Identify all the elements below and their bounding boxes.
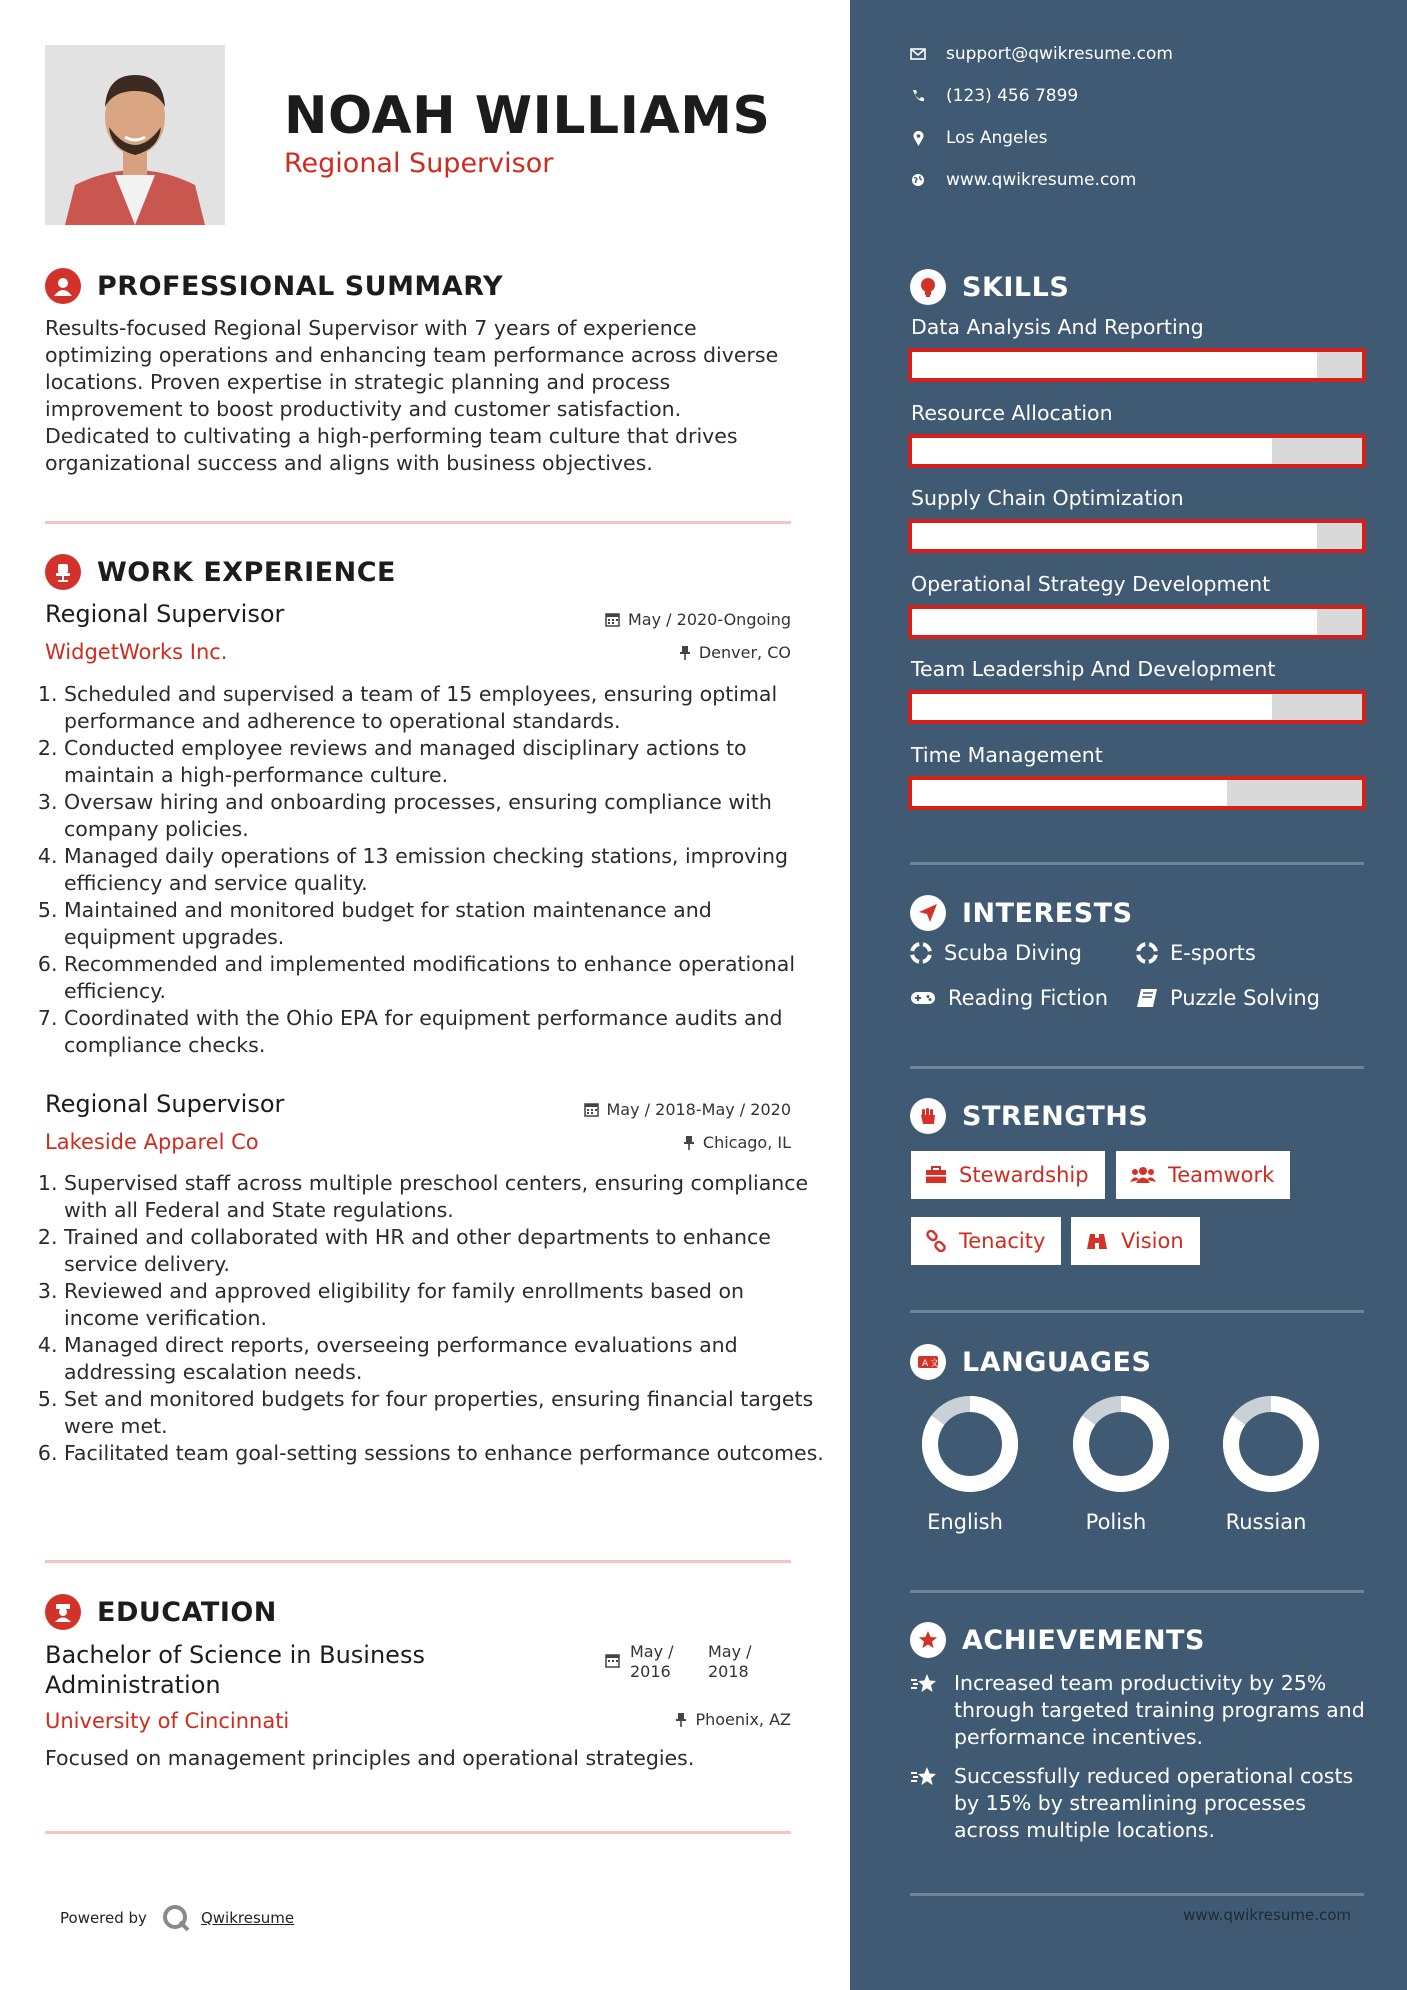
duty-item: 2. Conducted employee reviews and managed disciplinary actions to maintain a high-performance culture.: [64, 735, 824, 789]
phone-icon: [911, 89, 925, 103]
education-school: University of Cincinnati: [45, 1709, 290, 1733]
user-icon: [45, 268, 81, 304]
binoculars-icon: [1085, 1231, 1109, 1251]
strength-label: Teamwork: [1168, 1163, 1275, 1187]
calendar-icon: [605, 1653, 620, 1668]
profile-photo: [45, 45, 225, 225]
interest-item: [1136, 986, 1320, 1010]
paper-plane-icon: [910, 895, 946, 931]
job-date: [605, 610, 791, 629]
education-date-end: May / 2018: [708, 1642, 752, 1681]
achievements-header: [910, 1622, 1205, 1658]
summary-text: Results-focused Regional Supervisor with 7 years of experience optimizing operations and enhancing team performance across diverse locations. Proven expertise in strategic planning and process improvement to boost productivity and customer satisfaction. Dedicated to cultivating a high-performing team culture that drives organizational success and aligns with business objectives.: [45, 316, 779, 475]
strength-chip: [1071, 1217, 1200, 1265]
skill-level-fill: [912, 780, 1227, 806]
skills-header: [910, 269, 1069, 305]
strength-chip: [911, 1151, 1105, 1199]
skill-level-bar: [908, 776, 1366, 810]
duty-item: 6. Facilitated team goal-setting sessions to enhance performance outcomes.: [64, 1440, 824, 1467]
skill-level-bar: [908, 605, 1366, 639]
chair-icon: [45, 554, 81, 590]
book-icon: [1136, 988, 1158, 1008]
duty-item: 3. Oversaw hiring and onboarding processes, ensuring compliance with company policies.: [64, 789, 824, 843]
svg-text:文: 文: [930, 1359, 939, 1369]
link-icon: [925, 1230, 947, 1252]
candidate-name: NOAH WILLIAMS: [284, 86, 771, 146]
strength-chip: [911, 1217, 1061, 1265]
job-company: WidgetWorks Inc.: [45, 640, 228, 664]
pin-icon: [679, 645, 691, 660]
users-icon: [1130, 1166, 1156, 1184]
skill-name: Operational Strategy Development: [911, 571, 1271, 596]
skill-name: Supply Chain Optimization: [911, 486, 1184, 510]
powered-by-label: Powered by: [60, 1909, 147, 1927]
language-name: Russian: [1225, 1510, 1307, 1534]
duty-item: 6. Recommended and implemented modifications to enhance operational efficiency.: [64, 951, 824, 1005]
interest-item: [910, 941, 1082, 965]
education-header: [45, 1594, 277, 1630]
gamepad-icon: [910, 990, 936, 1006]
summary-header: [45, 268, 503, 304]
pin-icon: [683, 1135, 695, 1150]
strength-label: Tenacity: [959, 1229, 1046, 1253]
education-title: EDUCATION: [97, 1596, 277, 1628]
strengths-header: [910, 1098, 1148, 1134]
duty-item: 1. Scheduled and supervised a team of 15 employees, ensuring optimal performance and adherence to operational standards.: [64, 681, 824, 735]
achievement-item: [910, 1670, 1370, 1751]
duty-item: 1. Supervised staff across multiple preschool centers, ensuring compliance with all Federal and State regulations.: [64, 1170, 824, 1224]
education-description: Focused on management principles and operational strategies.: [45, 1746, 695, 1770]
svg-text:A: A: [922, 1359, 929, 1369]
interest-label: Puzzle Solving: [1170, 986, 1320, 1010]
education-location-text: Phoenix, AZ: [695, 1710, 791, 1729]
duty-item: 5. Maintained and monitored budget for station maintenance and equipment upgrades.: [64, 897, 824, 951]
divider: [910, 1590, 1364, 1593]
education-location: [675, 1710, 791, 1729]
divider: [45, 1831, 791, 1834]
qwikresume-logo-icon: [161, 1903, 191, 1933]
powered-by: [60, 1903, 294, 1933]
divider: [910, 862, 1364, 865]
skills-title: SKILLS: [962, 271, 1070, 303]
language-name: Polish: [1085, 1510, 1147, 1534]
divider: [910, 1310, 1364, 1313]
achievement-item: [910, 1763, 1370, 1844]
calendar-icon: [584, 1102, 599, 1117]
experience-title: WORK EXPERIENCE: [97, 556, 396, 588]
qwikresume-link[interactable]: Qwikresume: [200, 1909, 295, 1927]
job-date: [584, 1100, 792, 1119]
contact-phone-text: (123) 456 7899: [946, 86, 1079, 106]
achievement-text: Increased team productivity by 25% through targeted training programs and performance incentives.: [954, 1671, 1365, 1749]
skill-name: Resource Allocation: [911, 400, 1113, 425]
interest-label: E-sports: [1170, 941, 1256, 965]
graduate-icon: [45, 1594, 81, 1630]
translate-icon: [910, 1344, 946, 1380]
skill-level-bar: [908, 434, 1366, 468]
job-company: Lakeside Apparel Co: [45, 1130, 259, 1154]
strength-chip: [1116, 1151, 1290, 1199]
job-location-text: Chicago, IL: [702, 1133, 791, 1152]
education-date-start: May / 2016: [630, 1642, 674, 1681]
duty-item: 3. Reviewed and approved eligibility for family enrollments based on income verification.: [64, 1278, 824, 1332]
interests-header: [910, 895, 1133, 931]
skill-name: Team Leadership And Development: [911, 657, 1276, 681]
language-ring: [915, 1394, 1025, 1498]
interests-title: INTERESTS: [962, 897, 1133, 929]
job-date-text: May / 2020-Ongoing: [628, 610, 791, 629]
duty-item: 7. Coordinated with the Ohio EPA for equipment performance audits and compliance checks.: [64, 1005, 824, 1059]
job-location: [679, 643, 791, 662]
map-marker-icon: [913, 131, 924, 146]
divider: [910, 1066, 1364, 1069]
interest-item: [910, 986, 1108, 1010]
contact-location: [910, 128, 1048, 148]
briefcase-icon: [925, 1166, 947, 1184]
interest-label: Reading Fiction: [948, 986, 1109, 1010]
strengths-title: STRENGTHS: [962, 1100, 1149, 1132]
footer-url[interactable]: www.qwikresume.com: [1183, 1906, 1351, 1924]
summary-title: PROFESSIONAL SUMMARY: [97, 270, 504, 302]
contact-phone[interactable]: [910, 86, 1078, 106]
skill-level-bar: [908, 519, 1366, 553]
skill-level-fill: [912, 523, 1317, 549]
duty-item: 2. Trained and collaborated with HR and other departments to enhance service delivery.: [64, 1224, 824, 1278]
candidate-role: Regional Supervisor: [284, 148, 554, 179]
contact-email[interactable]: [910, 44, 1173, 64]
globe-icon: [911, 173, 925, 187]
star-badge-icon: [910, 1622, 946, 1658]
duty-item: 4. Managed direct reports, overseeing performance evaluations and addressing escalation needs.: [64, 1332, 824, 1386]
contact-location-text: Los Angeles: [946, 128, 1048, 148]
duty-item: 5. Set and monitored budgets for four properties, ensuring financial targets were met.: [64, 1386, 824, 1440]
lightbulb-icon: [910, 269, 946, 305]
skill-level-bar: [908, 348, 1366, 382]
experience-header: [45, 554, 396, 590]
skill-name: Time Management: [911, 742, 1103, 767]
skill-name: Data Analysis And Reporting: [911, 315, 1204, 339]
job-title: Regional Supervisor: [45, 600, 285, 628]
pin-icon: [675, 1712, 687, 1727]
language-name: English: [927, 1510, 1003, 1534]
skill-level-bar: [908, 690, 1366, 724]
skill-level-fill: [912, 438, 1272, 464]
interest-item: [1136, 941, 1256, 965]
lifebuoy-icon: [1136, 942, 1158, 964]
education-degree: Bachelor of Science in Business Administration: [45, 1641, 425, 1699]
skill-level-fill: [912, 694, 1272, 720]
lifebuoy-icon: [910, 942, 932, 964]
job-duties: [38, 681, 824, 1059]
language-ring: [1216, 1394, 1326, 1498]
achievement-text: Successfully reduced operational costs by 15% by streamlining processes across multiple locations.: [954, 1764, 1354, 1842]
achievements-title: ACHIEVEMENTS: [962, 1624, 1205, 1656]
language-ring: [1066, 1394, 1176, 1498]
job-date-text: May / 2018-May / 2020: [606, 1100, 791, 1119]
languages-header: [910, 1344, 1151, 1380]
divider: [45, 521, 791, 524]
calendar-icon: [605, 612, 620, 627]
interest-label: Scuba Diving: [944, 941, 1082, 965]
envelope-icon: [910, 48, 926, 60]
duty-item: 4. Managed daily operations of 13 emission checking stations, improving efficiency and service quality.: [64, 843, 824, 897]
divider: [45, 1560, 791, 1563]
contact-website[interactable]: [910, 170, 1136, 190]
job-title: Regional Supervisor: [45, 1090, 285, 1118]
skill-level-fill: [912, 352, 1317, 378]
strength-label: Stewardship: [959, 1163, 1089, 1187]
job-location: [683, 1133, 791, 1152]
job-duties: [38, 1170, 824, 1467]
strength-label: Vision: [1121, 1229, 1184, 1253]
contact-website-text: www.qwikresume.com: [946, 170, 1137, 190]
star-icon: [910, 1672, 940, 1696]
divider: [910, 1893, 1364, 1896]
contact-email-text: support@qwikresume.com: [946, 44, 1173, 64]
skill-level-fill: [912, 609, 1317, 635]
languages-title: LANGUAGES: [962, 1346, 1152, 1378]
job-location-text: Denver, CO: [698, 643, 791, 662]
star-icon: [910, 1765, 940, 1789]
fist-icon: [910, 1098, 946, 1134]
